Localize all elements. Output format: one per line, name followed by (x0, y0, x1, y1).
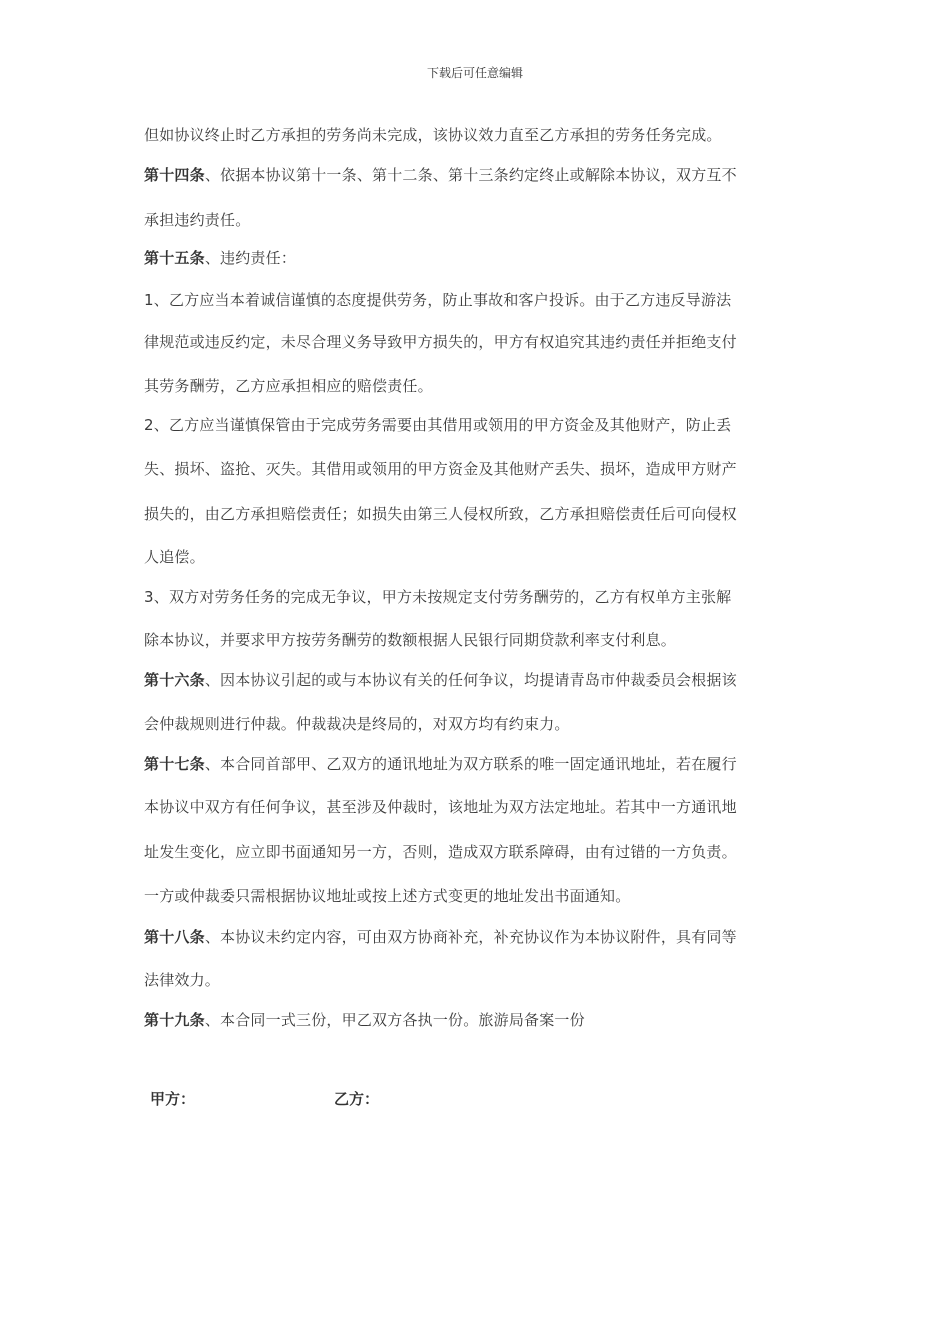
article-line (144, 1010, 585, 1030)
line-text: 一方或仲裁委只需根据协议地址或按上述方式变更的地址发出书面通知。 (144, 887, 631, 905)
text-line (144, 459, 737, 479)
line-text: 、本合同首部甲、乙双方的通讯地址为双方联系的唯一固定通讯地址，若在履行 (204, 755, 737, 773)
line-text: 损失的，由乙方承担赔偿责任；如损失由第三人侵权所致，乙方承担赔偿责任后可向侵权 (144, 505, 737, 523)
line-text: 址发生变化，应立即书面通知另一方，否则，造成双方联系障碍，由有过错的一方负责。 (144, 843, 737, 861)
text-line (144, 415, 731, 435)
article-number: 第十七条 (144, 755, 205, 773)
text-line (144, 714, 570, 734)
article-number: 第十八条 (144, 928, 205, 946)
line-text: 法律效力。 (144, 971, 221, 989)
line-text: 3、双方对劳务任务的完成无争议，甲方未按规定支付劳务酬劳的，乙方有权单方主张解 (144, 588, 732, 606)
line-text: 人追偿。 (144, 548, 205, 566)
text-line (144, 842, 737, 862)
line-text: 本协议中双方有任何争议，甚至涉及仲裁时，该地址为双方法定地址。若其中一方通讯地 (144, 798, 737, 816)
line-text: 、本协议未约定内容，可由双方协商补充，补充协议作为本协议附件，具有同等 (204, 928, 737, 946)
text-line (144, 210, 250, 230)
text-line (144, 376, 433, 396)
line-text: 会仲裁规则进行仲裁。仲裁裁决是终局的，对双方均有约束力。 (144, 715, 570, 733)
text-line (144, 547, 205, 567)
line-text: 1、乙方应当本着诚信谨慎的态度提供劳务，防止事故和客户投诉。由于乙方违反导游法 (144, 291, 732, 309)
article-line (144, 248, 296, 268)
article-line (144, 754, 737, 774)
text-line (144, 504, 737, 524)
line-text: 失、损坏、盗抢、灭失。其借用或领用的甲方资金及其他财产丢失、损坏，造成甲方财产 (144, 460, 737, 478)
text-line (144, 125, 722, 145)
line-text: 、因本协议引起的或与本协议有关的任何争议，均提请青岛市仲裁委员会根据该 (204, 671, 737, 689)
line-text: 承担违约责任。 (144, 211, 251, 229)
article-number: 第十九条 (144, 1011, 205, 1029)
line-text: 但如协议终止时乙方承担的劳务尚未完成，该协议效力直至乙方承担的劳务任务完成。 (144, 126, 722, 144)
article-line (144, 165, 737, 185)
article-number: 第十四条 (144, 166, 205, 184)
line-text: 其劳务酬劳，乙方应承担相应的赔偿责任。 (144, 377, 433, 395)
text-line (144, 332, 737, 352)
text-line (144, 970, 220, 990)
text-line (144, 290, 731, 310)
text-line (144, 630, 676, 650)
line-text: 、本合同一式三份，甲乙双方各执一份。旅游局备案一份 (204, 1011, 585, 1029)
article-number: 第十五条 (144, 249, 205, 267)
text-line (144, 587, 731, 607)
line-text: 2、乙方应当谨慎保管由于完成劳务需要由其借用或领用的甲方资金及其他财产，防止丢 (144, 416, 732, 434)
text-line (144, 886, 630, 906)
page-header-note: 下载后可任意编辑 (426, 66, 523, 80)
line-text: 、违约责任： (204, 249, 297, 267)
party-b-signature-label: 乙方： (334, 1090, 380, 1108)
line-text: 除本协议，并要求甲方按劳务酬劳的数额根据人民银行同期贷款利率支付利息。 (144, 631, 677, 649)
article-number: 第十六条 (144, 671, 205, 689)
line-text: 、依据本协议第十一条、第十二条、第十三条约定终止或解除本协议，双方互不 (204, 166, 737, 184)
line-text: 律规范或违反约定，未尽合理义务导致甲方损失的，甲方有权追究其违约责任并拒绝支付 (144, 333, 737, 351)
article-line (144, 670, 737, 690)
party-a-signature-label: 甲方： (150, 1090, 196, 1108)
article-line (144, 927, 737, 947)
text-line (144, 797, 737, 817)
